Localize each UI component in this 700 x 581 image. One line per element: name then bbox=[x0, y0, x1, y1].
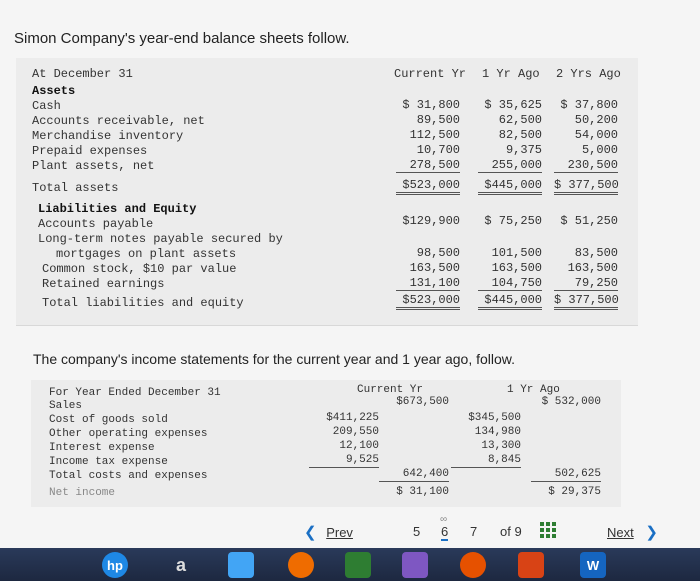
row-value: 255,000 bbox=[478, 158, 542, 173]
expense-label: Cost of goods sold bbox=[49, 414, 168, 426]
page-6[interactable]: 6 bbox=[441, 524, 449, 539]
retained-value: 104,750 bbox=[478, 276, 542, 291]
ltnp-label-1: Long-term notes payable secured by bbox=[38, 232, 283, 246]
retained-label: Retained earnings bbox=[42, 277, 165, 291]
row-value: 9,375 bbox=[505, 143, 542, 157]
expense-prior: 13,300 bbox=[481, 440, 521, 452]
expense-current: 12,100 bbox=[339, 440, 379, 452]
link-icon: ∞ bbox=[440, 514, 448, 525]
net-income-current: $ 31,100 bbox=[396, 486, 449, 498]
liab-heading: Liabilities and Equity bbox=[38, 202, 197, 216]
row-value: 230,500 bbox=[554, 158, 618, 173]
row-value: 112,500 bbox=[409, 128, 460, 142]
total-le-value: $ 377,500 bbox=[554, 293, 618, 310]
row-label: Accounts receivable, net bbox=[32, 114, 205, 128]
expense-current: $411,225 bbox=[326, 412, 379, 424]
ltnp-value: 83,500 bbox=[574, 246, 618, 260]
page-5[interactable]: 5 bbox=[413, 524, 421, 539]
row-value: $ 37,800 bbox=[560, 98, 618, 112]
row-label: Merchandise inventory bbox=[32, 129, 184, 143]
row-value: 62,500 bbox=[498, 113, 542, 127]
row-value: $ 35,625 bbox=[484, 98, 542, 112]
total-assets-value: $523,000 bbox=[396, 178, 460, 195]
bs-col-1yr: 1 Yr Ago bbox=[482, 67, 540, 81]
row-label: Plant assets, net bbox=[32, 159, 155, 173]
row-label: Prepaid expenses bbox=[32, 144, 148, 158]
common-stock-value: 163,500 bbox=[567, 261, 618, 275]
ltnp-value: 101,500 bbox=[491, 246, 542, 260]
row-value: 10,700 bbox=[416, 143, 460, 157]
prev-button[interactable] bbox=[304, 523, 353, 541]
office-icon[interactable] bbox=[460, 552, 486, 578]
row-value: 54,000 bbox=[574, 128, 618, 142]
page-7[interactable]: 7 bbox=[470, 524, 478, 539]
balance-sheet bbox=[16, 58, 638, 326]
hp-icon[interactable]: hp bbox=[102, 552, 128, 578]
onenote-icon[interactable] bbox=[402, 552, 428, 578]
intro-text-2: The company's income statements for the current year and 1 year ago, follow. bbox=[33, 351, 516, 367]
row-value: 82,500 bbox=[498, 128, 542, 142]
pager bbox=[0, 512, 700, 548]
sales-label: Sales bbox=[49, 400, 83, 412]
total-assets-value: $445,000 bbox=[478, 178, 542, 195]
grid-icon[interactable] bbox=[540, 522, 556, 538]
income-statement bbox=[31, 380, 621, 507]
total-costs-current: 642,400 bbox=[379, 467, 449, 482]
intro-text: Simon Company's year-end balance sheets follow. bbox=[14, 30, 350, 47]
page-of-label: of 9 bbox=[500, 524, 522, 539]
expense-label: Interest expense bbox=[49, 442, 155, 454]
app-a-icon[interactable]: a bbox=[175, 554, 186, 575]
chevron-right-icon: ❯ bbox=[645, 524, 658, 541]
app-icon[interactable] bbox=[228, 552, 254, 578]
expense-current: 209,550 bbox=[332, 426, 379, 438]
ap-value: $ 51,250 bbox=[560, 214, 618, 228]
ap-value: $ 75,250 bbox=[484, 214, 542, 228]
expense-current: 9,525 bbox=[309, 453, 379, 468]
next-button[interactable] bbox=[607, 523, 658, 541]
bs-col-2yr: 2 Yrs Ago bbox=[556, 67, 621, 81]
expense-label: Other operating expenses bbox=[49, 428, 208, 440]
row-value: 50,200 bbox=[574, 113, 618, 127]
bs-header-label: At December 31 bbox=[32, 67, 133, 81]
excel-icon[interactable] bbox=[345, 552, 371, 578]
sales-prior: $ 532,000 bbox=[541, 396, 601, 408]
net-income-prior: $ 29,375 bbox=[548, 486, 601, 498]
total-costs-label: Total costs and expenses bbox=[49, 470, 208, 482]
is-col-current: Current Yr bbox=[357, 384, 424, 396]
prev-label: Prev bbox=[326, 525, 353, 540]
common-stock-value: 163,500 bbox=[491, 261, 542, 275]
total-le-label: Total liabilities and equity bbox=[42, 296, 244, 310]
expense-label: Income tax expense bbox=[49, 456, 168, 468]
retained-value: 79,250 bbox=[554, 276, 618, 291]
expense-prior: $345,500 bbox=[468, 412, 521, 424]
word-icon[interactable]: W bbox=[580, 552, 606, 578]
ltnp-value: 98,500 bbox=[416, 246, 460, 260]
expense-prior: 134,980 bbox=[474, 426, 521, 438]
total-le-value: $523,000 bbox=[396, 293, 460, 310]
browser-icon[interactable] bbox=[288, 552, 314, 578]
total-assets-value: $ 377,500 bbox=[554, 178, 618, 195]
total-costs-prior: 502,625 bbox=[531, 467, 601, 482]
total-le-value: $445,000 bbox=[478, 293, 542, 310]
ap-value: $129,900 bbox=[402, 214, 460, 228]
common-stock-value: 163,500 bbox=[409, 261, 460, 275]
chevron-left-icon: ❮ bbox=[304, 524, 317, 541]
retained-value: 131,100 bbox=[396, 276, 460, 291]
expense-prior: 8,845 bbox=[451, 453, 521, 468]
common-stock-label: Common stock, $10 par value bbox=[42, 262, 237, 276]
row-value: 278,500 bbox=[396, 158, 460, 173]
next-label: Next bbox=[607, 525, 634, 540]
ap-label: Accounts payable bbox=[38, 217, 154, 231]
is-header-label: For Year Ended December 31 bbox=[49, 387, 221, 399]
total-assets-label: Total assets bbox=[32, 181, 119, 195]
assets-heading: Assets bbox=[32, 84, 76, 98]
net-income-label: Net income bbox=[49, 487, 116, 499]
ltnp-label-2: mortgages on plant assets bbox=[56, 247, 237, 261]
taskbar bbox=[0, 548, 700, 581]
row-label: Cash bbox=[32, 99, 61, 113]
is-col-prior: 1 Yr Ago bbox=[507, 384, 560, 396]
row-value: $ 31,800 bbox=[402, 98, 460, 112]
bs-col-current: Current Yr bbox=[394, 67, 467, 81]
powerpoint-icon[interactable] bbox=[518, 552, 544, 578]
sales-current: $673,500 bbox=[396, 396, 449, 408]
row-value: 89,500 bbox=[416, 113, 460, 127]
row-value: 5,000 bbox=[581, 143, 618, 157]
